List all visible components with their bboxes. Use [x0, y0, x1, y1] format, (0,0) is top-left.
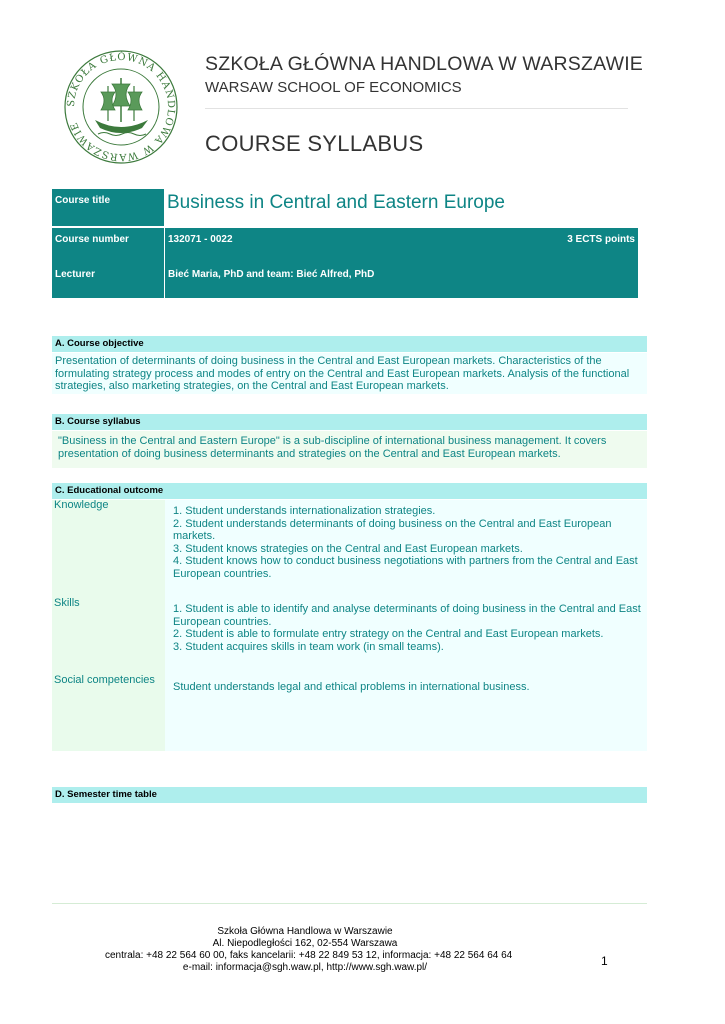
- skills-line: 2. Student is able to formulate entry strategy on the Central and East European markets.: [173, 628, 604, 640]
- social-line: Student understands legal and ethical problems in international business.: [173, 681, 530, 693]
- course-number: 132071 - 0022: [168, 234, 233, 245]
- syllabus-line: "Business in the Central and Eastern Europe" is a sub-discipline of international business management. It covers: [58, 435, 607, 447]
- lecturer-row: [52, 263, 638, 298]
- course-number-value: [165, 228, 638, 263]
- skills-text: [173, 603, 643, 653]
- knowledge-line: 1. Student understands internationalization strategies.: [173, 505, 436, 517]
- course-number-row: [52, 228, 638, 263]
- social-competencies-text: [173, 681, 643, 694]
- footer-divider: [52, 903, 647, 904]
- course-title-label: Course title: [52, 189, 164, 226]
- knowledge-line: markets.: [173, 530, 216, 542]
- objective-line: Presentation of determinants of doing business in the Central and East European markets. Characteristics of the: [55, 355, 602, 367]
- section-heading-outcome: C. Educational outcome: [52, 483, 647, 499]
- footer-phones: centrala: +48 22 564 60 00, faks kancelarii: +48 22 849 53 12, informacja: +48 22 564 64 64: [105, 950, 513, 961]
- footer-address: Al. Niepodległości 162, 02-554 Warszawa: [212, 938, 398, 949]
- course-number-label: Course number: [52, 228, 164, 263]
- header-divider: [205, 108, 628, 109]
- skills-label: Skills: [54, 597, 80, 609]
- lecturer-label: Lecturer: [52, 263, 164, 298]
- section-heading-objective: A. Course objective: [52, 336, 647, 352]
- knowledge-line: 3. Student knows strategies on the Central and East European markets.: [173, 542, 523, 555]
- section-body-syllabus: [52, 431, 647, 468]
- knowledge-line: 4. Student knows how to conduct business negotiations with partners from the Central and East: [173, 555, 638, 567]
- knowledge-label: Knowledge: [54, 499, 109, 511]
- skills-line: 1. Student is able to identify and analyse determinants of doing business in the Central and East: [173, 603, 641, 615]
- course-title-value: Business in Central and Eastern Europe: [165, 189, 638, 226]
- skills-line: 3. Student acquires skills in team work (in small teams).: [173, 640, 444, 653]
- lecturer-value: Bieć Maria, PhD and team: Bieć Alfred, PhD: [165, 263, 638, 298]
- section-body-objective: [52, 353, 647, 394]
- objective-line: formulating strategy process and modes of entry on the Central and East European markets. Analysis of the functional: [55, 367, 630, 380]
- outcome-label-column: [52, 500, 165, 751]
- syllabus-line: presentation of doing business determinants and strategies on the Central and East European markets.: [58, 447, 561, 460]
- skills-line: European countries.: [173, 615, 272, 628]
- course-title-row: [52, 189, 638, 226]
- social-competencies-label: Social competencies: [54, 674, 155, 686]
- knowledge-text: [173, 505, 643, 580]
- page-number: 1: [601, 954, 608, 968]
- school-seal-logo: [62, 48, 180, 166]
- school-name-polish: SZKOŁA GŁÓWNA HANDLOWA W WARSZAWIE: [205, 53, 644, 75]
- section-heading-syllabus: B. Course syllabus: [52, 414, 647, 430]
- ects-points: 3 ECTS points: [567, 234, 635, 245]
- knowledge-line: 2. Student understands determinants of doing business on the Central and East European: [173, 517, 612, 530]
- section-heading-timetable: D. Semester time table: [52, 787, 647, 803]
- school-name-english: WARSAW SCHOOL OF ECONOMICS: [205, 79, 462, 96]
- svg-text:SZKOŁA GŁÓWNA HANDLOWA W WARSZ: SZKOŁA GŁÓWNA HANDLOWA W WARSZAWIE: [65, 51, 177, 163]
- knowledge-line: European countries.: [173, 567, 272, 580]
- objective-line: strategies, also marketing strategies, on the Central and East European markets.: [55, 380, 449, 392]
- footer-contact: e-mail: informacja@sgh.waw.pl, http://www.sgh.waw.pl/: [182, 962, 428, 973]
- document-title: COURSE SYLLABUS: [205, 131, 424, 156]
- footer-school-name: Szkoła Główna Handlowa w Warszawie: [217, 926, 393, 937]
